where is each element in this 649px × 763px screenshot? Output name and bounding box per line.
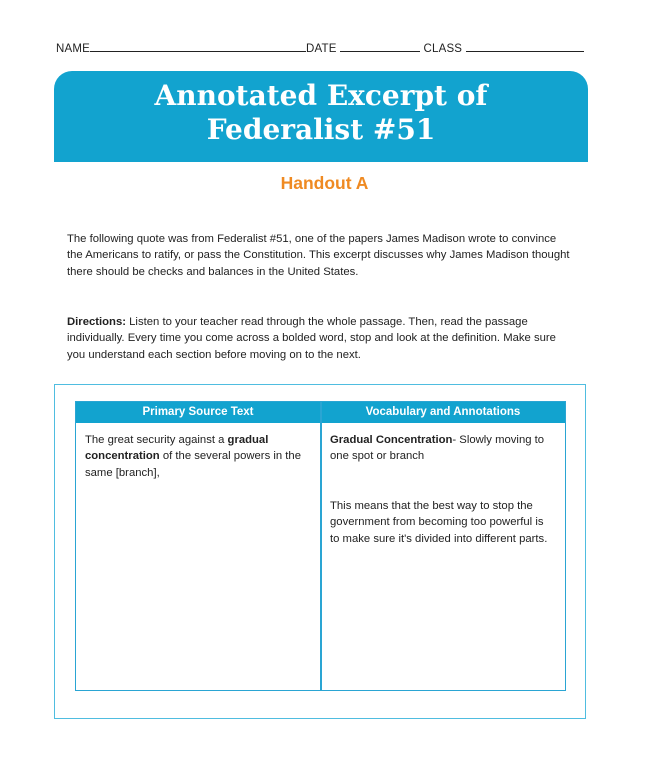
name-label: NAME (56, 43, 91, 55)
column-header-primary-source: Primary Source Text (142, 406, 254, 418)
column-header-vocabulary: Vocabulary and Annotations (365, 406, 521, 418)
intro-paragraph: The following quote was from Federalist #51, one of the papers James Madison wrote to convince the Americans to ratify, or pass the Constitution. This excerpt discusses why James Madison thought there should be checks and balances in the United States. (67, 233, 570, 278)
handout-subtitle: Handout A (280, 173, 369, 193)
date-label: DATE (306, 43, 337, 55)
source-text-after: of the several powers in the same [branch], (85, 450, 301, 479)
title-line-2: Federalist #51 (206, 113, 436, 146)
column-divider (320, 402, 322, 690)
source-text-before: The great security against a (85, 434, 228, 446)
vocab-definition: - Slowly moving to one spot or branch (330, 434, 545, 463)
page-title (54, 79, 588, 147)
name-field[interactable] (90, 40, 306, 52)
annotation-cell: This means that the best way to stop the government from becoming too powerful is to make sure it's divided into different parts. (330, 500, 548, 545)
student-info-line (56, 40, 591, 55)
class-field[interactable] (466, 40, 584, 52)
vocab-term: Gradual Concentration (330, 434, 453, 446)
class-label: CLASS (423, 43, 463, 55)
directions-paragraph (67, 314, 572, 363)
directions-text: Listen to your teacher read through the whole passage. Then, read the passage individually. Every time you come across a bolded word, stop and look at the definition. Make sure you understand each section before moving on to the next. (67, 316, 556, 361)
source-bold-term: gradual concentration (85, 434, 269, 463)
primary-source-cell (85, 432, 310, 481)
title-line-1: Annotated Excerpt of (154, 79, 488, 112)
title-banner (54, 71, 588, 162)
date-field[interactable] (340, 40, 420, 52)
vocabulary-cell (330, 432, 556, 465)
annotation-table (75, 401, 566, 691)
directions-label: Directions: (67, 316, 127, 328)
